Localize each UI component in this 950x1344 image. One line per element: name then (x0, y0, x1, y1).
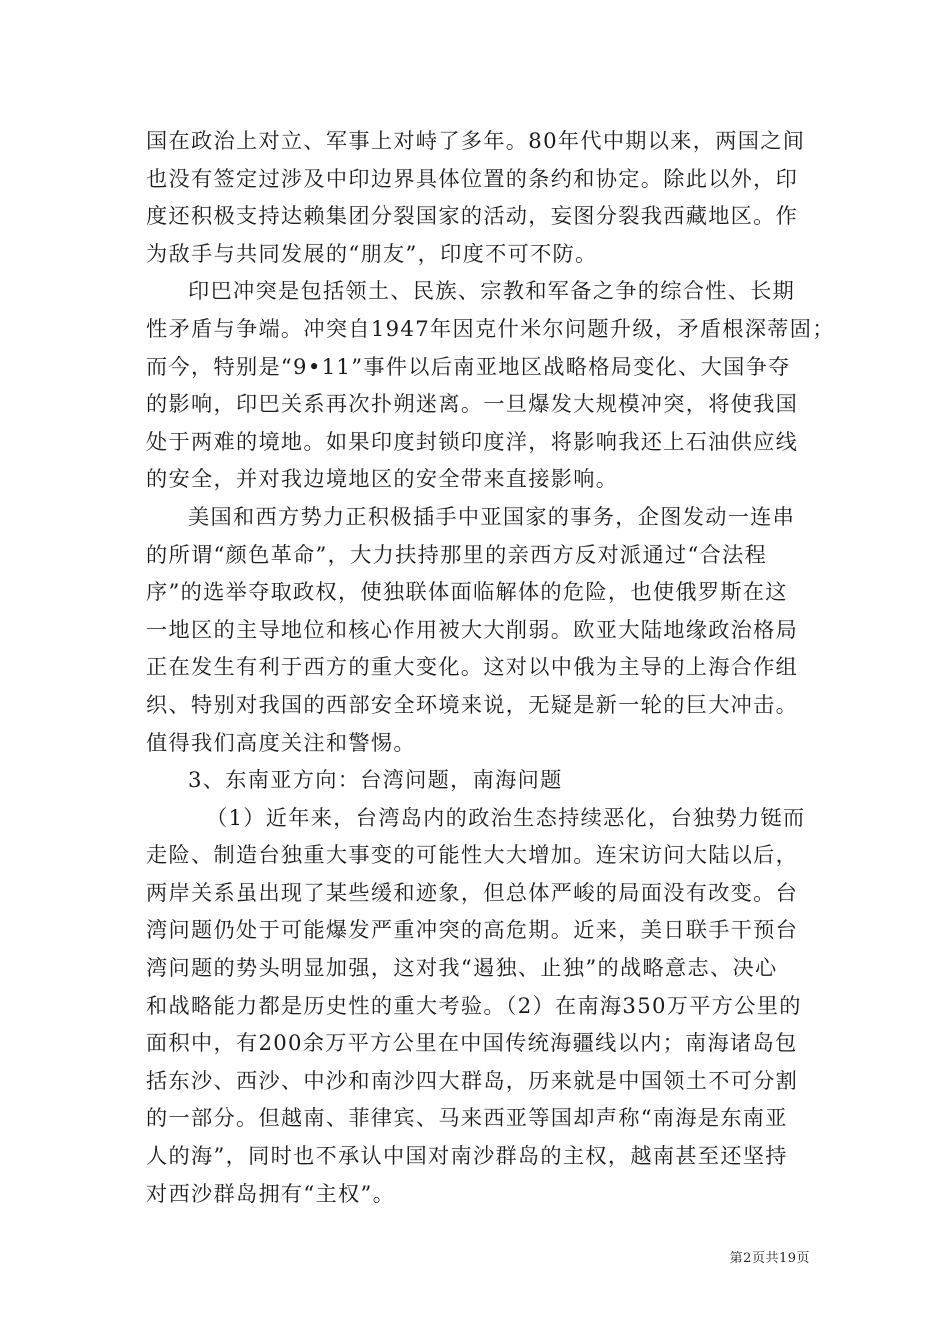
text-line: 为敌手与共同发展的“朋友”，印度不可不防。 (146, 240, 598, 266)
text-line: 性矛盾与争端。冲突自1947年因克什米尔问题升级，矛盾根深蒂固； (146, 315, 835, 341)
text-line: 面积中，有200余万平方公里在中国传统海疆线以内；南海诸岛包 (146, 1030, 798, 1056)
text-line: 的一部分。但越南、菲律宾、马来西亚等国却声称“南海是东南亚 (146, 1105, 788, 1131)
text-line: 而今，特别是“9•11”事件以后南亚地区战略格局变化、大国争夺 (146, 353, 791, 379)
text-line: 的安全，并对我边境地区的安全带来直接影响。 (146, 466, 619, 492)
paragraph-india-pakistan (146, 272, 835, 498)
text-line: 的所谓“颜色革命”，大力扶持那里的亲西方反对派通过“合法程 (146, 541, 768, 567)
text-line: 括东沙、西沙、中沙和南沙四大群岛，历来就是中国领土不可分割 (146, 1067, 799, 1093)
text-line: 3、东南亚方向：台湾问题，南海问题 (188, 767, 563, 793)
text-line: 正在发生有利于西方的重大变化。这对以中俄为主导的上海合作组 (146, 654, 799, 680)
text-line: 一地区的主导地位和核心作用被大大削弱。欧亚大陆地缘政治格局 (146, 616, 799, 642)
text-line: 走险、制造台独重大事变的可能性大大增加。连宋访问大陆以后， (146, 842, 799, 868)
text-line: 人的海”，同时也不承认中国对南沙群岛的主权，越南甚至还坚持 (146, 1143, 788, 1169)
text-line: （1）近年来，台湾岛内的政治生态持续恶化，台独势力铤而 (206, 804, 806, 830)
text-line: 度还积极支持达赖集团分裂国家的活动，妄图分裂我西藏地区。作 (146, 203, 799, 229)
text-line: 国在政治上对立、军事上对峙了多年。80年代中期以来，两国之间 (146, 128, 806, 153)
text-line: 湾问题仍处于可能爆发严重冲突的高危期。近来，美日联手干预台 (146, 917, 799, 943)
text-line: 两岸关系虽出现了某些缓和迹象，但总体严峻的局面没有改变。台 (146, 879, 799, 905)
text-line: 印巴冲突是包括领土、民族、宗教和军备之争的综合性、长期 (188, 278, 796, 304)
section-heading-southeast-asia (146, 761, 810, 799)
text-line: 对西沙群岛拥有“主权”。 (146, 1180, 396, 1206)
paragraph-india-border (146, 122, 810, 272)
text-line: 美国和西方势力正积极插手中亚国家的事务，企图发动一连串 (188, 503, 796, 529)
text-line: 处于两难的境地。如果印度封锁印度洋，将影响我还上石油供应线 (146, 428, 799, 454)
page-number-footer: 第2页共19页 (729, 1251, 810, 1266)
text-line: 织、特别对我国的西部安全环境来说，无疑是新一轮的巨大冲击。 (146, 691, 799, 717)
document-body (146, 122, 835, 1212)
text-line: 的影响，印巴关系再次扑朔迷离。一旦爆发大规模冲突，将使我国 (146, 391, 799, 417)
text-line: 值得我们高度关注和警惕。 (146, 729, 416, 755)
text-line: 和战略能力都是历史性的重大考验。（2）在南海350万平方公里的 (146, 992, 802, 1018)
paragraph-central-asia (146, 498, 810, 761)
text-line: 也没有签定过涉及中印边界具体位置的条约和协定。除此以外，印 (146, 165, 799, 191)
paragraph-taiwan-south-sea (146, 799, 810, 1213)
text-line: 湾问题的势头明显加强，这对我“遏独、止独”的战略意志、决心 (146, 955, 778, 981)
text-line: 序”的选举夺取政权，使独联体面临解体的危险，也使俄罗斯在这 (146, 579, 788, 605)
